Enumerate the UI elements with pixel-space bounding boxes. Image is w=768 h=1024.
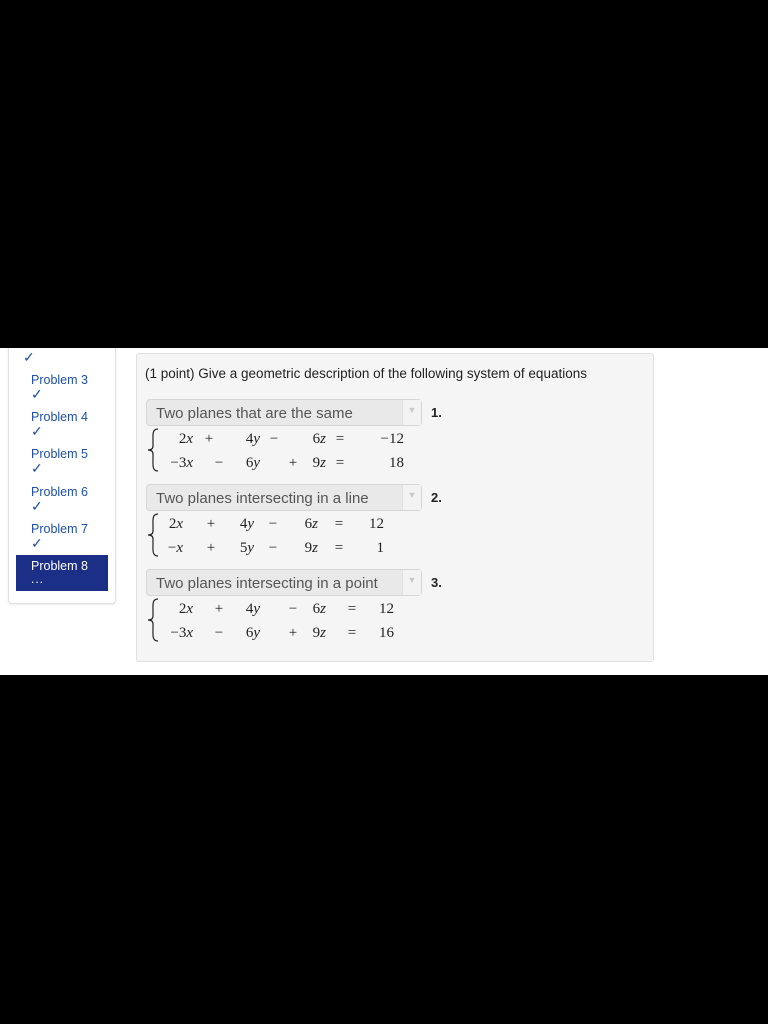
sidebar-item-label: Problem 4	[31, 410, 88, 424]
equation-row: 2x + 4y − 6z = 12	[178, 601, 394, 617]
equation-row: 2x + 4y − 6z = −12	[178, 431, 404, 447]
sidebar-item-label: Problem 6	[31, 485, 88, 499]
sidebar-item-label: Problem 5	[31, 447, 88, 461]
sidebar-item-label: Problem 7	[31, 522, 88, 536]
webwork-screen	[0, 348, 768, 675]
chevron-down-icon: ▼	[402, 570, 421, 595]
equation-system-3	[146, 597, 416, 645]
answer-select-3[interactable]	[146, 569, 422, 596]
selected-value: Two planes intersecting in a point	[156, 575, 378, 592]
answer-select-1[interactable]	[146, 399, 422, 426]
chevron-down-icon: ▼	[402, 485, 421, 510]
selected-value: Two planes that are the same	[156, 405, 353, 422]
sidebar-item-problem-6[interactable]	[16, 485, 108, 519]
equation-system-2	[146, 512, 416, 560]
problem-list-sidebar	[8, 348, 116, 604]
equation-row: −3x − 6y + 9z = 16	[170, 625, 394, 641]
part-number: 1.	[431, 405, 442, 420]
equation-row: −x + 5y − 9z = 1	[167, 540, 384, 556]
check-icon: ✓	[31, 460, 43, 476]
selected-value: Two planes intersecting in a line	[156, 490, 369, 507]
sidebar-item-problem-3[interactable]	[16, 373, 108, 407]
equation-row: −3x − 6y + 9z = 18	[170, 455, 404, 471]
check-icon: ✓	[23, 349, 35, 365]
problem-prompt: (1 point) Give a geometric description of the following system of equations	[145, 366, 587, 381]
sidebar-item-problem-5[interactable]	[16, 447, 108, 481]
sidebar-item-label: Problem 3	[31, 373, 88, 387]
sidebar-item-label: Problem 8	[31, 559, 88, 573]
sidebar-item-problem-4[interactable]	[16, 410, 108, 444]
check-icon: ✓	[31, 535, 43, 551]
part-number: 2.	[431, 490, 442, 505]
problem-panel	[136, 353, 654, 662]
equation-system-1	[146, 427, 416, 475]
ellipsis-icon: ...	[31, 572, 45, 586]
equation-row: 2x + 4y − 6z = 12	[168, 516, 384, 532]
part-number: 3.	[431, 575, 442, 590]
sidebar-item-problem-7[interactable]	[16, 522, 108, 556]
check-icon: ✓	[31, 386, 43, 402]
sidebar-item-problem-8[interactable]	[16, 555, 108, 591]
answer-select-2[interactable]	[146, 484, 422, 511]
chevron-down-icon: ▼	[402, 400, 421, 425]
check-icon: ✓	[31, 498, 43, 514]
check-icon: ✓	[31, 423, 43, 439]
